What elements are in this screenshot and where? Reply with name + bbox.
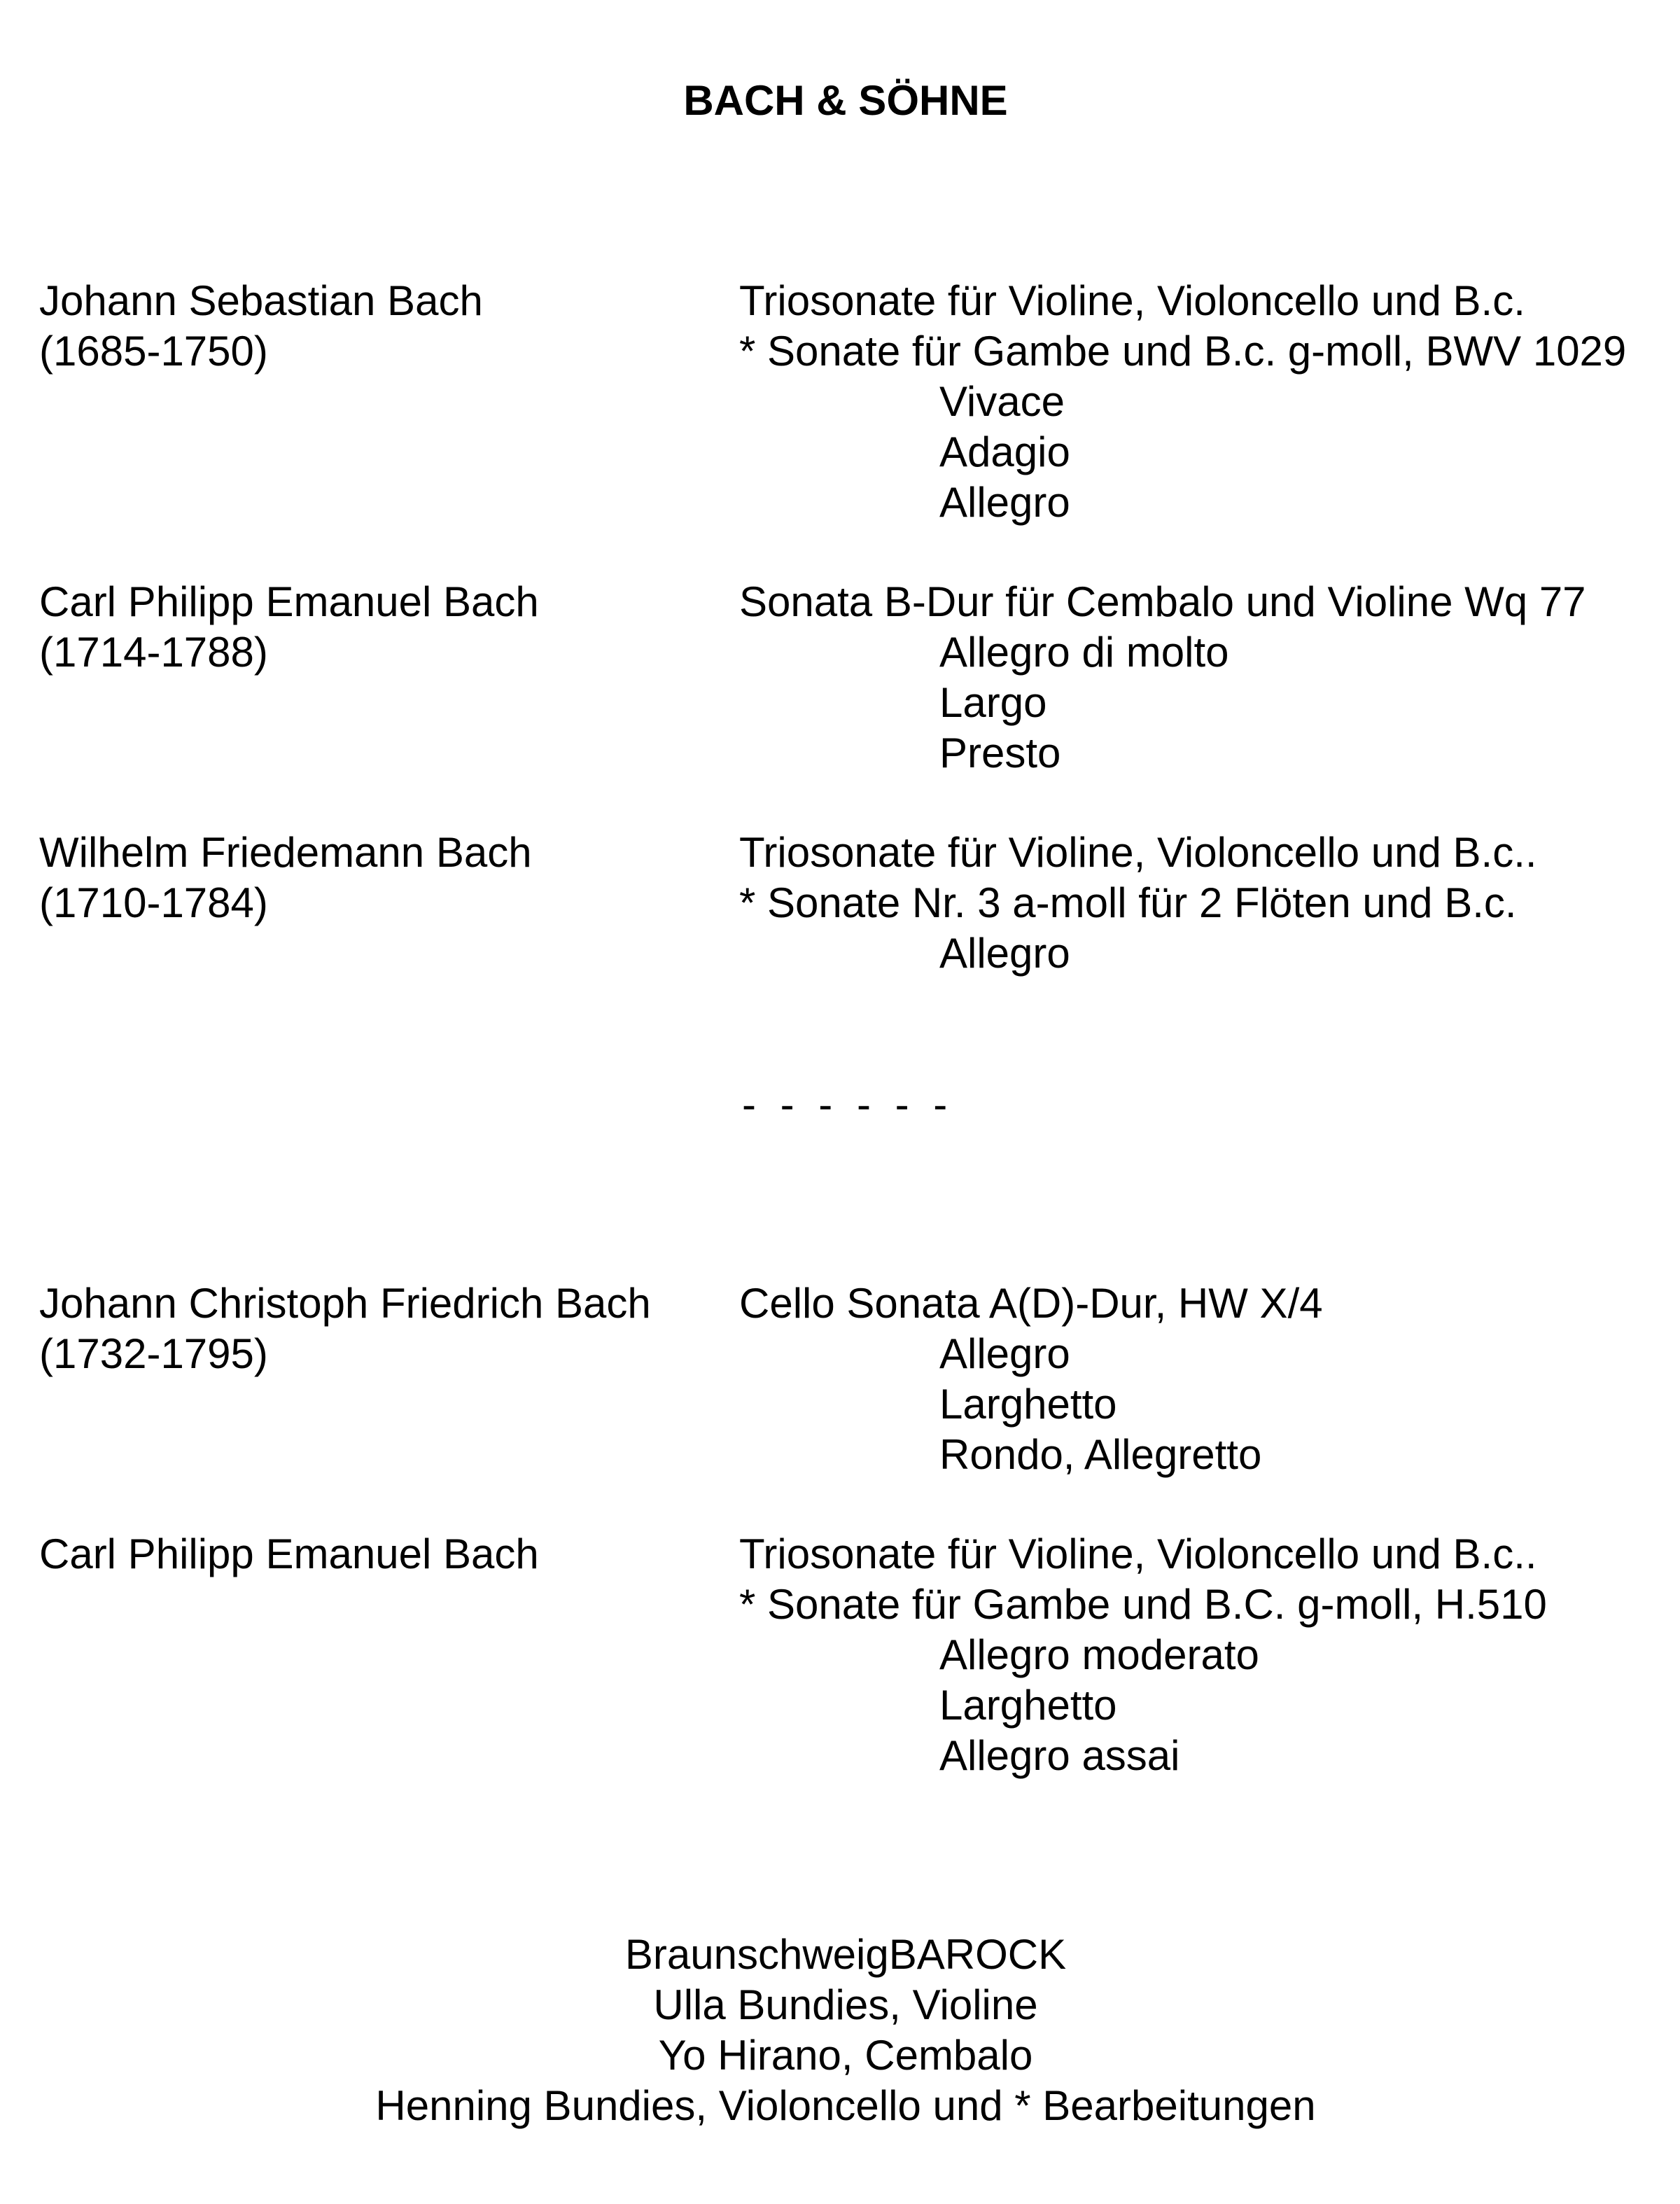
work-title: Sonata B-Dur für Cembalo und Violine Wq 77	[739, 578, 1586, 625]
performer: Henning Bundies, Violoncello und * Bearbeitungen	[375, 2082, 1316, 2129]
work-title: * Sonate Nr. 3 a-moll für 2 Flöten und B.c.	[739, 879, 1517, 926]
composer-column	[39, 1278, 651, 1379]
composer-name: Wilhelm Friedemann Bach	[39, 829, 532, 876]
composer-name: Johann Christoph Friedrich Bach	[39, 1280, 651, 1327]
performer: Yo Hirano, Cembalo	[658, 2032, 1033, 2079]
composer-column	[39, 276, 483, 377]
movement: Rondo, Allegretto	[939, 1431, 1262, 1478]
movement: Allegro	[939, 479, 1070, 526]
work-title: Triosonate für Violine, Violoncello und B.c..	[739, 829, 1537, 876]
performers-credits	[11, 1930, 1680, 2131]
ensemble-name: BraunschweigBAROCK	[624, 1931, 1067, 1978]
composer-name: Carl Philipp Emanuel Bach	[39, 1530, 539, 1577]
work-title: * Sonate für Gambe und B.c. g-moll, BWV 1029	[739, 328, 1627, 375]
composer-name: Carl Philipp Emanuel Bach	[39, 578, 539, 625]
composer-dates: (1685-1750)	[39, 328, 268, 375]
work-title: * Sonate für Gambe und B.C. g-moll, H.510	[739, 1581, 1547, 1628]
movement: Larghetto	[939, 1381, 1117, 1428]
movement: Allegro	[939, 1330, 1070, 1377]
work-title: Cello Sonata A(D)-Dur, HW X/4	[739, 1280, 1323, 1327]
movement: Vivace	[939, 378, 1065, 425]
movement: Allegro assai	[939, 1732, 1180, 1779]
movement: Presto	[939, 730, 1061, 776]
works-column	[739, 828, 1537, 979]
movement: Allegro moderato	[939, 1631, 1259, 1678]
movement: Allegro	[939, 930, 1070, 977]
work-title: Triosonate für Violine, Violoncello und B.c.	[739, 277, 1525, 324]
composer-column	[39, 577, 539, 678]
works-column	[739, 1278, 1323, 1480]
works-column	[739, 577, 1586, 779]
works-column	[739, 1529, 1547, 1781]
movement: Largo	[939, 679, 1047, 726]
composer-name: Johann Sebastian Bach	[39, 277, 483, 324]
performer: Ulla Bundies, Violine	[653, 1981, 1038, 2028]
composer-dates: (1732-1795)	[39, 1330, 268, 1377]
composer-dates: (1710-1784)	[39, 879, 268, 926]
intermission-separator: - - - - - -	[742, 1081, 948, 1128]
works-column	[739, 276, 1626, 528]
movement: Larghetto	[939, 1682, 1117, 1729]
movement: Allegro di molto	[939, 629, 1229, 676]
movement: Adagio	[939, 428, 1070, 475]
page-title: BACH & SÖHNE	[683, 77, 1008, 124]
composer-column	[39, 828, 532, 928]
composer-dates: (1714-1788)	[39, 629, 268, 676]
work-title: Triosonate für Violine, Violoncello und B.c..	[739, 1530, 1537, 1577]
composer-column	[39, 1529, 539, 1579]
